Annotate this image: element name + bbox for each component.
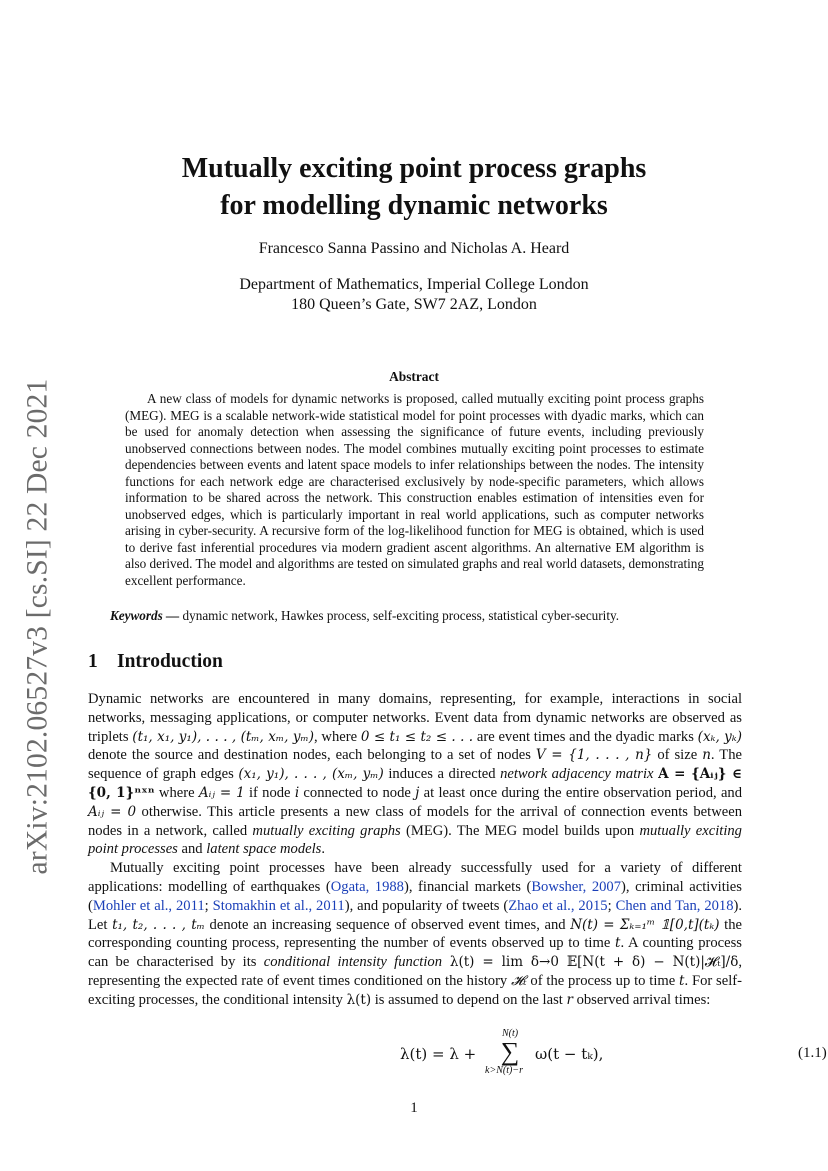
introduction-body (88, 690, 742, 1010)
text-run: where (154, 784, 199, 801)
math-inline: A = {Aᵢⱼ} ∈ {0, 1}ⁿˣⁿ (88, 766, 743, 801)
text-run: ; (204, 897, 213, 914)
math-inline: (x₁, y₁), . . . , (xₘ, yₘ) (238, 766, 384, 783)
keywords (110, 608, 720, 624)
section-heading (88, 651, 223, 673)
arxiv-sidebar (20, 378, 56, 874)
text-run: Mutually exciting point processes have been already successfully used for a variety of different applications: modelling of earthquakes ( (88, 860, 742, 895)
text-run: of the process up to time (526, 972, 680, 989)
page-number: 1 (410, 1100, 418, 1116)
citation-link[interactable]: Zhao et al., 2015 (508, 897, 608, 914)
text-run: ), and popularity of tweets ( (344, 897, 509, 914)
section-title: Introduction (117, 651, 223, 672)
arxiv-identifier: arXiv:2102.06527v3 [cs.SI] 22 Dec 2021 (21, 378, 54, 874)
text-run: ). Let (88, 897, 743, 933)
math-inline: 𝓗ₜ (511, 972, 527, 989)
emphasis: latent space models (206, 841, 322, 858)
keywords-label: Keywords — (110, 608, 180, 623)
text-run: if node (244, 784, 295, 801)
citation-link[interactable]: Chen and Tan, 2018 (615, 897, 734, 914)
equation-rhs: ω(t − tₖ), (535, 1045, 604, 1063)
sum-upper-limit: N(t) (501, 1028, 519, 1039)
math-inline: t (679, 972, 685, 989)
text-run: ; (607, 897, 616, 914)
citation-link[interactable]: Stomakhin et al., 2011 (212, 897, 345, 914)
math-inline: 0 ≤ t₁ ≤ t₂ ≤ . . . (360, 728, 474, 745)
text-run: ), financial markets ( (403, 878, 532, 895)
paper-title (0, 150, 828, 224)
text-run: and (177, 841, 207, 858)
math-inline: i (294, 784, 300, 801)
text-run: . A counting process can be characterised by its (88, 935, 742, 971)
math-inline: (t₁, x₁, y₁), . . . , (tₘ, xₘ, yₘ) (132, 728, 314, 745)
math-inline: t₁, t₂, . . . , tₘ (112, 916, 205, 933)
text-run: induces a directed (383, 766, 501, 783)
math-inline: Aᵢⱼ = 0 (88, 803, 137, 820)
text-run: the corresponding counting process, representing the number of events observed up to time (88, 916, 742, 952)
math-inline: t (615, 935, 621, 952)
text-run: of size (652, 747, 703, 764)
math-inline: n (702, 747, 711, 764)
text-run: ), criminal activities ( (88, 878, 742, 914)
text-run: . For self-exciting processes, the conditional intensity (88, 972, 742, 1008)
affiliation (0, 275, 828, 315)
title-line-1: Mutually exciting point process graphs (181, 153, 647, 184)
math-inline: Aᵢⱼ = 1 (198, 784, 245, 801)
text-run: is assumed to depend on the last (371, 991, 567, 1008)
authors: Francesco Sanna Passino and Nicholas A. Heard (258, 240, 570, 257)
text-run: (MEG). The MEG model builds upon (400, 822, 640, 839)
text-run: are event times and the dyadic marks (473, 728, 698, 745)
text-run: at least once during the entire observation period, and (419, 784, 743, 801)
citation-link[interactable]: Mohler et al., 2011 (92, 897, 205, 914)
text-run: denote an increasing sequence of observed event times, and (204, 916, 571, 933)
text-run: . (321, 841, 325, 858)
abstract-text: A new class of models for dynamic networks is proposed, called mutually exciting point process graphs (MEG). MEG is a scalable network-wide statistical model for point processes with dyadic marks, which can be used for anomaly detection when assessing the significance of future events, including previously unobserved connections between nodes. The model combines mutually exciting point processes to estimate dependencies between events and latent space models to infer relationships between the nodes. The intensity functions for each network edge are characterised exclusively by node-specific parameters, which allows information to be shared across the network. This construction enables estimation of intensities even for unobserved edges, which is particularly important in real world applications, such as computer networks arising in cyber-security. A recursive form of the log-likelihood function for MEG is obtained, which is used to derive fast inferential procedures via modern gradient ascent algorithms. An alternative EM algorithm is also derived. The model and algorithms are tested on simulated graphs and real world datasets, demonstrating excellent performance. (125, 391, 704, 588)
emphasis: mutually exciting point processes (88, 822, 742, 858)
intro-paragraph-2 (88, 859, 742, 1009)
text-run: observed arrival times: (572, 991, 711, 1008)
equation-number: (1.1) (798, 1045, 827, 1061)
math-inline: λ(t) (346, 991, 372, 1008)
section-number: 1 (88, 651, 98, 672)
text-run: , where (314, 728, 361, 745)
affiliation-line-1: Department of Mathematics, Imperial College London (239, 276, 589, 293)
emphasis: mutually exciting graphs (252, 822, 401, 839)
summation (485, 1028, 530, 1076)
citation-link[interactable]: Bowsher, 2007 (531, 878, 622, 895)
abstract-heading: Abstract (389, 369, 439, 384)
text-run: denote the source and destination nodes, each belonging to a set of nodes (88, 747, 536, 764)
title-line-2: for modelling dynamic networks (220, 190, 608, 221)
text-run: . The sequence of graph edges (88, 747, 742, 783)
text-run: Dynamic networks are encountered in many domains, representing, for example, interactions in social networks, messaging applications, or computer networks. Event data from dynamic networks are observed as triplets (88, 691, 742, 745)
math-inline: V = {1, . . . , n} (535, 747, 653, 764)
text-run: , representing the expected rate of event times conditioned on the history (88, 954, 742, 989)
affiliation-line-2: 180 Queen’s Gate, SW7 2AZ, London (291, 296, 537, 313)
emphasis: conditional intensity function (263, 954, 443, 971)
keywords-text: dynamic network, Hawkes process, self-exciting process, statistical cyber-security. (179, 608, 620, 623)
text-run: otherwise. This article presents a new class of models for the arrival of connection events between nodes in a network, called (88, 803, 743, 839)
math-inline: r (566, 991, 573, 1008)
emphasis: network adjacency matrix (500, 766, 654, 783)
math-inline: N(t) = Σₖ₌₁ᵐ 𝟙[0,t](tₖ) (570, 916, 720, 933)
math-inline: j (415, 784, 420, 801)
text-run: connected to node (299, 784, 416, 801)
equation-1-1 (88, 1028, 827, 1078)
sum-symbol: ∑ (500, 1037, 520, 1066)
citation-link[interactable]: Ogata, 1988 (330, 878, 404, 895)
sum-lower-limit: k>N(t)−r (485, 1065, 523, 1076)
equation-lhs: λ(t) = λ + (400, 1045, 477, 1063)
math-inline: (xₖ, yₖ) (697, 728, 742, 745)
intro-paragraph-1 (88, 690, 742, 859)
math-inline: λ(t) = lim δ→0 𝔼[N(t + δ) − N(t)|𝓗ₜ]/δ (442, 954, 739, 971)
